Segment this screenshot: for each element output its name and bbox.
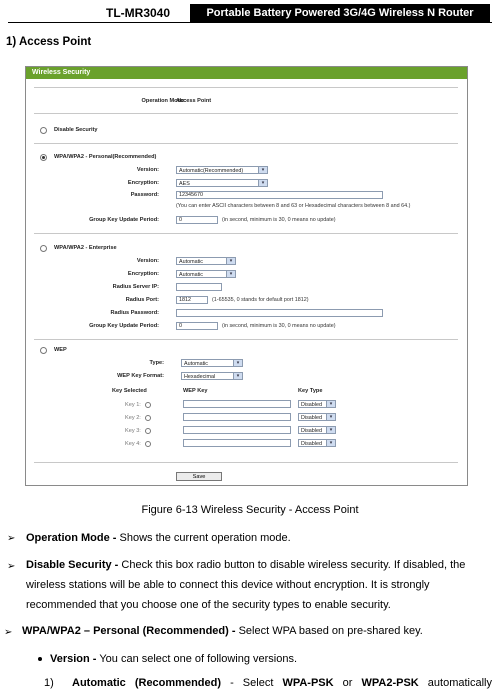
item-number: 1)	[44, 677, 54, 689]
wpa-personal-radio[interactable]	[40, 154, 47, 161]
model-name: TL-MR3040	[106, 6, 171, 20]
wep-type-select[interactable]: Automatic ▾	[181, 359, 243, 367]
figure-caption: Figure 6-13 Wireless Security - Access Point	[141, 504, 359, 516]
key-selected-header: Key Selected	[112, 388, 147, 394]
wpa-personal-encryption-label: Encryption:	[127, 180, 159, 186]
wpa-enterprise-gkup-label: Group Key Update Period:	[89, 323, 159, 329]
radius-port-note: (1-65535, 0 stands for default port 1812)	[212, 297, 309, 303]
key-radio[interactable]	[145, 441, 151, 447]
section-heading: 1) Access Point	[6, 36, 92, 48]
divider	[34, 339, 458, 340]
wep-key-input[interactable]	[183, 439, 291, 447]
wpa-enterprise-radio[interactable]	[40, 245, 47, 252]
wpa-personal-password-input[interactable]: 12345670	[176, 191, 383, 199]
divider	[34, 462, 458, 463]
key-label: Key 4:	[125, 441, 141, 447]
product-title: Portable Battery Powered 3G/4G Wireless N Router	[190, 4, 490, 22]
wep-label: WEP	[54, 347, 67, 353]
bullet-dot-icon	[38, 657, 42, 661]
chevron-down-icon: ▾	[226, 271, 235, 277]
wpa-personal-gkup-label: Group Key Update Period:	[89, 217, 159, 223]
wpa-enterprise-gkup-note: (in second, minimum is 30, 0 means no update)	[222, 323, 336, 329]
wep-type-label: Type:	[149, 360, 164, 366]
panel-title: Wireless Security	[26, 67, 467, 79]
chevron-down-icon: ▾	[326, 440, 335, 446]
operation-mode-value: Access Point	[176, 98, 212, 104]
chevron-down-icon: ▾	[233, 360, 242, 366]
arrow-bullet-icon: ➢	[7, 561, 16, 572]
wep-radio[interactable]	[40, 347, 47, 354]
operation-mode-paragraph: Operation Mode - Shows the current operation mode.	[26, 532, 291, 544]
wep-key-input[interactable]	[183, 413, 291, 421]
disable-security-line2: wireless stations will be able to connect this device without encryption. It is strongly	[26, 579, 430, 591]
key-radio[interactable]	[145, 402, 151, 408]
radius-ip-input[interactable]	[176, 283, 222, 291]
operation-mode-label: Operation Mode:	[141, 98, 186, 104]
wpa-enterprise-gkup-input[interactable]: 0	[176, 322, 218, 330]
key-type-select[interactable]: Disabled ▾	[298, 400, 336, 408]
wpa-personal-gkup-input[interactable]: 0	[176, 216, 218, 224]
wpa-enterprise-label: WPA/WPA2 - Enterprise	[54, 245, 117, 251]
radius-port-input[interactable]: 1812	[176, 296, 208, 304]
chevron-down-icon: ▾	[326, 414, 335, 420]
wpa-enterprise-version-label: Version:	[136, 258, 159, 264]
wep-format-label: WEP Key Format:	[117, 373, 164, 379]
key-radio[interactable]	[145, 428, 151, 434]
divider	[34, 143, 458, 144]
wpa-personal-encryption-select[interactable]: AES ▾	[176, 179, 268, 187]
key-type-select[interactable]: Disabled ▾	[298, 426, 336, 434]
key-label: Key 1:	[125, 402, 141, 408]
radius-ip-label: Radius Server IP:	[112, 284, 159, 290]
key-type-select[interactable]: Disabled ▾	[298, 413, 336, 421]
wireless-security-panel	[25, 66, 468, 486]
password-note: (You can enter ASCII characters between 8 and 63 or Hexadecimal characters between 8 and 64.)	[176, 203, 411, 209]
key-radio[interactable]	[145, 415, 151, 421]
key-type-select[interactable]: Disabled ▾	[298, 439, 336, 447]
disable-security-paragraph: Disable Security - Check this box radio button to disable wireless security. If disabled, the	[26, 559, 466, 571]
chevron-down-icon: ▾	[326, 427, 335, 433]
radius-port-label: Radius Port:	[125, 297, 159, 303]
divider	[34, 113, 458, 114]
chevron-down-icon: ▾	[226, 258, 235, 264]
wpa-personal-version-label: Version:	[136, 167, 159, 173]
key-label: Key 3:	[125, 428, 141, 434]
save-button[interactable]: Save	[176, 472, 222, 481]
key-type-header: Key Type	[298, 388, 323, 394]
radius-password-input[interactable]	[176, 309, 383, 317]
item1-paragraph: Automatic (Recommended) - Select WPA-PSK or WPA2-PSK automatically	[72, 677, 492, 689]
key-label: Key 2:	[125, 415, 141, 421]
disable-security-label: Disable Security	[54, 127, 98, 133]
wep-key-input[interactable]	[183, 426, 291, 434]
divider	[34, 233, 458, 234]
disable-security-line3: recommended that you choose one of the security types to enable security.	[26, 599, 391, 611]
disable-security-radio[interactable]	[40, 127, 47, 134]
wpa-personal-paragraph: WPA/WPA2 – Personal (Recommended) - Select WPA based on pre-shared key.	[22, 625, 423, 637]
arrow-bullet-icon: ➢	[4, 627, 13, 638]
wpa-personal-password-label: Password:	[130, 192, 159, 198]
wep-key-input[interactable]	[183, 400, 291, 408]
chevron-down-icon: ▾	[258, 180, 267, 186]
radius-password-label: Radius Password:	[110, 310, 159, 316]
wpa-enterprise-encryption-label: Encryption:	[127, 271, 159, 277]
chevron-down-icon: ▾	[258, 167, 267, 173]
wpa-personal-label: WPA/WPA2 - Personal(Recommended)	[54, 154, 157, 160]
wpa-personal-gkup-note: (in second, minimum is 30, 0 means no update)	[222, 217, 336, 223]
wpa-personal-version-select[interactable]: Automatic(Recommended) ▾	[176, 166, 268, 174]
version-paragraph: Version - You can select one of following versions.	[50, 653, 298, 665]
chevron-down-icon: ▾	[326, 401, 335, 407]
arrow-bullet-icon: ➢	[7, 533, 16, 544]
wpa-enterprise-encryption-select[interactable]: Automatic ▾	[176, 270, 236, 278]
divider	[34, 87, 458, 88]
chevron-down-icon: ▾	[233, 373, 242, 379]
wep-format-select[interactable]: Hexadecimal ▾	[181, 372, 243, 380]
wpa-enterprise-version-select[interactable]: Automatic ▾	[176, 257, 236, 265]
header-rule	[8, 22, 492, 23]
wep-key-header: WEP Key	[183, 388, 208, 394]
